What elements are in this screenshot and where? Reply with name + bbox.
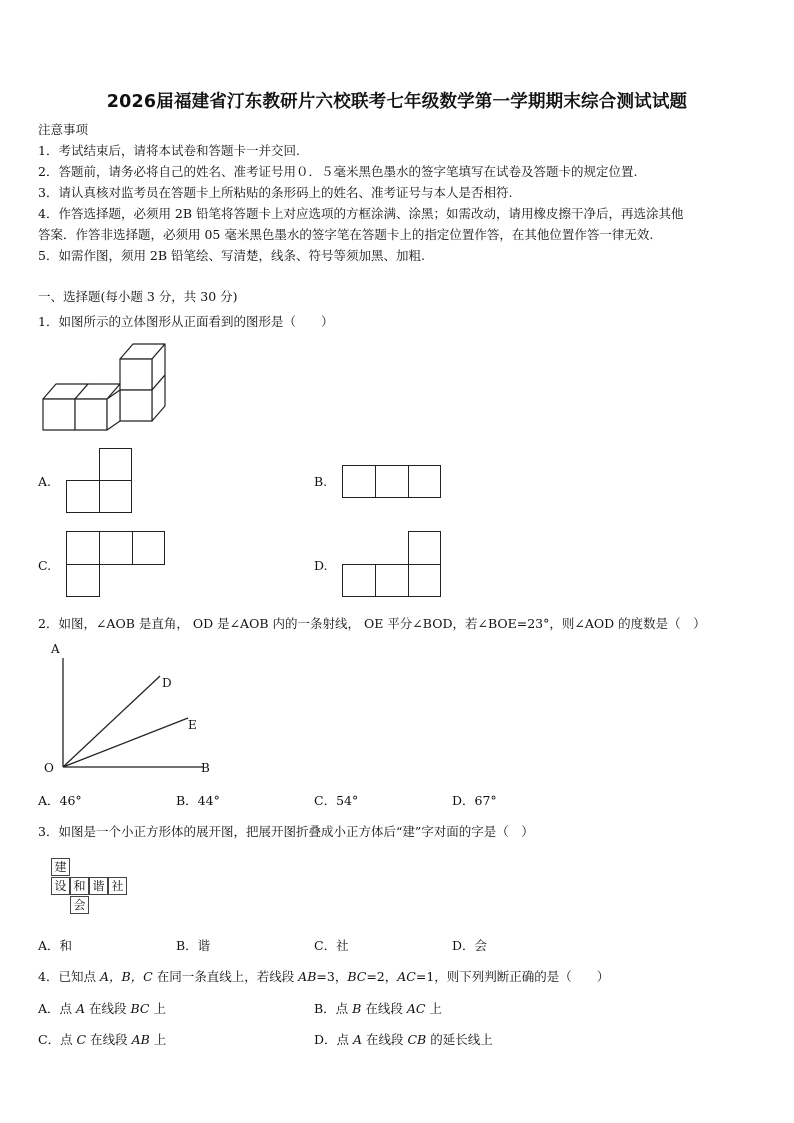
notice-item-4-cont: 答案．作答非选择题，必须用 05 毫米黑色墨水的签字笔在答题卡上的指定位置作答，在其他位置作答一律无效. — [38, 227, 654, 242]
section-heading: 一、选择题(每小题 3 分，共 30 分) — [38, 289, 238, 304]
square — [99, 531, 133, 565]
q1-stem: 1．如图所示的立体图形从正面看到的图形是（ ） — [38, 314, 334, 329]
square — [408, 531, 441, 565]
q3-option-c: C．社 — [314, 938, 349, 953]
square — [66, 480, 100, 513]
square — [375, 465, 409, 498]
point-a-label: A — [51, 642, 60, 656]
notice-item-5: 5．如需作图，须用 2B 铅笔绘、写清楚，线条、符号等须加黑、加粗. — [38, 248, 426, 263]
q1-option-d-label: D. — [314, 558, 328, 573]
square — [408, 465, 441, 498]
notice-item-4: 4．作答选择题，必须用 2B 铅笔将答题卡上对应选项的方框涂满、涂黑；如需改动，请用橡皮擦干净后，再选涂其他 — [38, 206, 684, 221]
net-cell: 谐 — [89, 877, 108, 895]
point-b-label: B — [201, 761, 210, 775]
q4-option-c: C．点 C 在线段 AB 上 — [38, 1032, 167, 1047]
q3-option-b: B．谐 — [176, 938, 211, 953]
square — [66, 531, 100, 565]
q3-stem: 3．如图是一个小正方形体的展开图，把展开图折叠成小正方体后“建”字对面的字是（ ） — [38, 824, 534, 839]
q4-option-d: D．点 A 在线段 CB 的延长线上 — [314, 1032, 493, 1047]
q1-option-a-label: A. — [38, 474, 52, 489]
net-cell: 建 — [51, 858, 70, 876]
net-cell: 社 — [108, 877, 127, 895]
q3-option-a: A．和 — [38, 938, 73, 953]
square — [342, 465, 376, 498]
q2-option-d: D．67° — [452, 793, 497, 808]
notice-item-1: 1．考试结束后，请将本试卷和答题卡一并交回. — [38, 143, 300, 158]
notice-heading: 注意事项 — [38, 122, 89, 137]
q4-option-b: B．点 B 在线段 AC 上 — [314, 1001, 442, 1016]
q1-option-b-label: B. — [314, 474, 328, 489]
page-title: 2026届福建省汀东教研片六校联考七年级数学第一学期期末综合测试试题 — [106, 92, 688, 112]
q3-option-d: D．会 — [452, 938, 488, 953]
notice-item-3: 3．请认真核对监考员在答题卡上所粘贴的条形码上的姓名、准考证号与本人是否相符. — [38, 185, 513, 200]
net-cell: 会 — [70, 896, 89, 914]
q4-stem: 4．已知点 A，B，C 在同一条直线上，若线段 AB=3，BC=2，AC=1，则下列判断正确的是（ ） — [38, 969, 610, 984]
net-cell: 设 — [51, 877, 70, 895]
q2-option-a: A．46° — [38, 793, 82, 808]
square — [66, 564, 100, 597]
q1-option-c-label: C. — [38, 558, 52, 573]
q1-solid-figure — [40, 342, 170, 434]
square — [342, 564, 376, 597]
square — [132, 531, 165, 565]
square — [375, 564, 409, 597]
q2-option-b: B．44° — [176, 793, 220, 808]
point-e-label: E — [188, 718, 197, 732]
q2-stem: 2．如图，∠AOB 是直角， OD 是∠AOB 内的一条射线， OE 平分∠BOD，若∠BOE=23°，则∠AOD 的度数是（ ） — [38, 616, 706, 631]
q2-angle-diagram — [40, 640, 220, 780]
square — [408, 564, 441, 597]
notice-item-2: 2．答题前，请务必将自己的姓名、准考证号用０．５毫米黑色墨水的签字笔填写在试卷及答题卡的规定位置. — [38, 164, 638, 179]
q4-option-a: A．点 A 在线段 BC 上 — [38, 1001, 166, 1016]
net-cell: 和 — [70, 877, 89, 895]
square — [99, 480, 132, 513]
point-d-label: D — [162, 676, 172, 690]
square — [99, 448, 132, 481]
q2-option-c: C．54° — [314, 793, 359, 808]
point-o-label: O — [44, 761, 54, 775]
